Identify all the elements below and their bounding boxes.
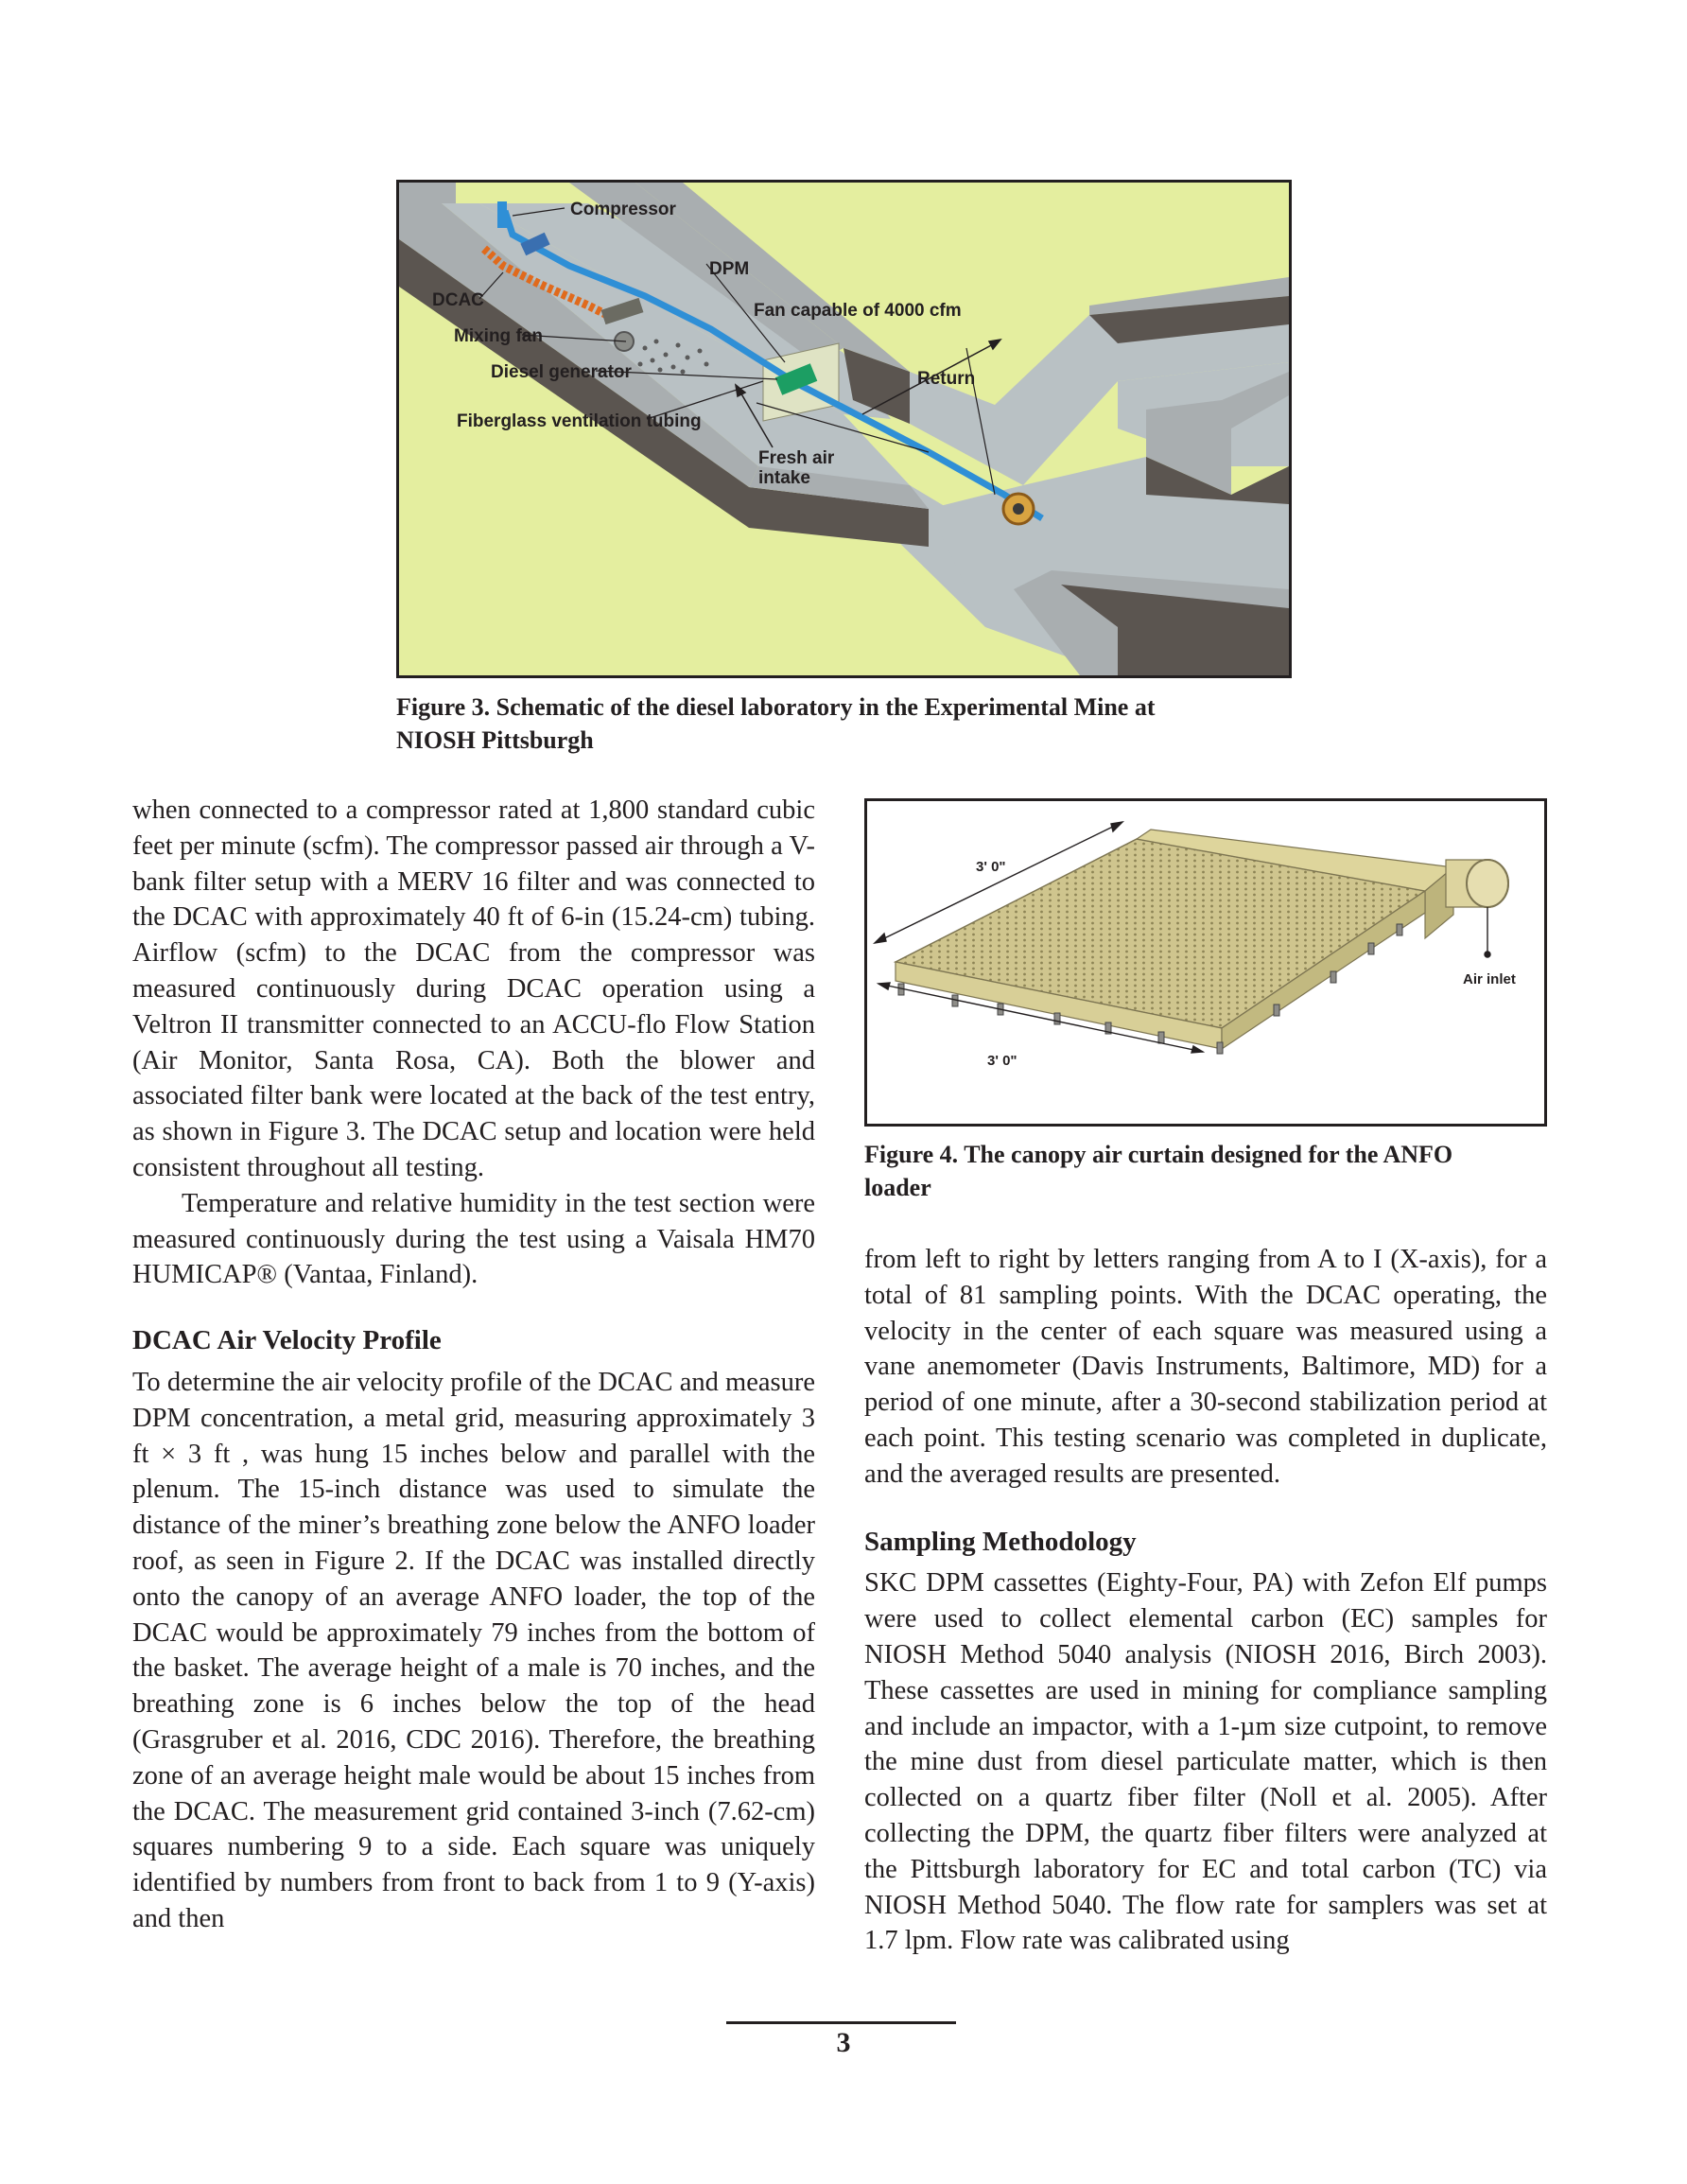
label-dim-top: 3' 0" xyxy=(976,859,1006,875)
section-heading-sampling-methodology: Sampling Methodology xyxy=(864,1526,1137,1557)
label-mixing-fan: Mixing fan xyxy=(454,326,543,346)
label-fresh-air: Fresh air xyxy=(758,448,835,468)
label-fan: Fan capable of 4000 cfm xyxy=(754,301,962,321)
figure-3-caption xyxy=(396,690,1292,757)
inlet-opening xyxy=(1467,860,1508,907)
canopy-air-curtain-drawing xyxy=(867,801,1544,1124)
label-dim-bottom: 3' 0" xyxy=(987,1053,1017,1069)
right-paragraph-2: SKC DPM cassettes (Eighty-Four, PA) with Zefon Elf pumps were used to collect elemental carbon (EC) samples for NIOSH Method 5040 analysis (NIOSH 2016, Birch 2003). These cassettes are used in mining for compliance sampling and include an impactor, with a 1-µm size cutpoint, to remove the mine dust from diesel particulate matter, which is then collected on a quartz fiber filter (Noll et al. 2005). After collecting the DPM, the quartz fiber filters were analyzed at the Pittsburgh laboratory for EC and total carbon (TC) via NIOSH Method 5040. The flow rate for samplers was set at 1.7 lpm. Flow rate was calibrated using xyxy=(864,1568,1547,1956)
figure-4-caption xyxy=(864,1138,1547,1204)
back-wall-top xyxy=(399,183,456,203)
footer-rule xyxy=(726,2021,956,2024)
compressor-riser xyxy=(497,201,507,228)
label-compressor: Compressor xyxy=(570,200,676,219)
label-intake: intake xyxy=(758,468,810,488)
label-return: Return xyxy=(917,369,976,389)
figure-3-schematic xyxy=(396,180,1292,678)
label-dcac: DCAC xyxy=(432,290,484,310)
label-air-inlet: Air inlet xyxy=(1463,971,1516,987)
page-number: 3 xyxy=(836,2027,851,2058)
fan-hub xyxy=(1013,503,1024,515)
left-paragraph-1: when connected to a compressor rated at 1,800 standard cubic feet per minute (scfm). The compressor passed air through a V-bank filter setup with a MERV 16 filter and was connected to the DCAC with approximately 40 ft of 6-in (15.24-cm) tubing. Airflow (scfm) to the DCAC from the compressor was measured continuously during DCAC operation using a Veltron II transmitter connected to an ACCU-flo Flow Station (Air Monitor, Santa Rosa, CA). Both the blower and associated filter bank were located at the back of the test entry, as shown in Figure 3. The DCAC setup and location were held consistent throughout all testing. xyxy=(132,795,815,1182)
left-column xyxy=(132,793,815,1937)
left-paragraph-3: To determine the air velocity profile of the DCAC and measure DPM concentration, a metal grid, measuring approximately 3 ft × 3 ft , was hung 15 inches below and parallel with the plenum. The 15-inch distance was used to simulate the distance of the miner’s breathing zone below the ANFO loader roof, as seen in Figure 2. If the DCAC was installed directly onto the canopy of an average ANFO loader, the top of the DCAC would be approximately 79 inches from the bottom of the basket. The average height of a male is 70 inches, and the breathing zone is 6 inches below the top of the head (Grasgruber et al. 2016, CDC 2016). Therefore, the breathing zone of an average height male would be about 15 inches from the DCAC. The measurement grid contained 3-inch (7.62-cm) squares numbering 9 to a side. Each square was uniquely identified by numbers from front to back from 1 to 9 (Y-axis) and then xyxy=(132,1367,815,1933)
section-heading-dcac-air-velocity: DCAC Air Velocity Profile xyxy=(132,1325,442,1356)
figure-4-caption-line-2: loader xyxy=(864,1174,931,1201)
left-paragraph-2: Temperature and relative humidity in the test section were measured continuously during the test using a Vaisala HM70 HUMICAP® (Vantaa, Finland). xyxy=(132,1188,815,1290)
diesel-lab-schematic xyxy=(399,183,1289,675)
figure-4-canopy-air-curtain xyxy=(864,798,1547,1127)
figure-4-caption-line-1: Figure 4. The canopy air curtain designed for the ANFO xyxy=(864,1141,1453,1168)
right-column xyxy=(864,1242,1547,1959)
figure-3-caption-line-2: NIOSH Pittsburgh xyxy=(396,726,594,754)
figure-3-caption-line-1: Figure 3. Schematic of the diesel laboratory in the Experimental Mine at xyxy=(396,693,1156,721)
right-paragraph-1: from left to right by letters ranging from A to I (X-axis), for a total of 81 sampling points. With the DCAC operating, the velocity in the center of each square was measured using a vane anemometer (Davis Instruments, Baltimore, MD) for a period of one minute, after a 30-second stabilization period at each point. This testing scenario was completed in duplicate, and the averaged results are presented. xyxy=(864,1245,1547,1489)
label-diesel-generator: Diesel generator xyxy=(491,362,632,382)
label-dpm: DPM xyxy=(709,259,750,279)
label-tubing: Fiberglass ventilation tubing xyxy=(457,411,702,431)
